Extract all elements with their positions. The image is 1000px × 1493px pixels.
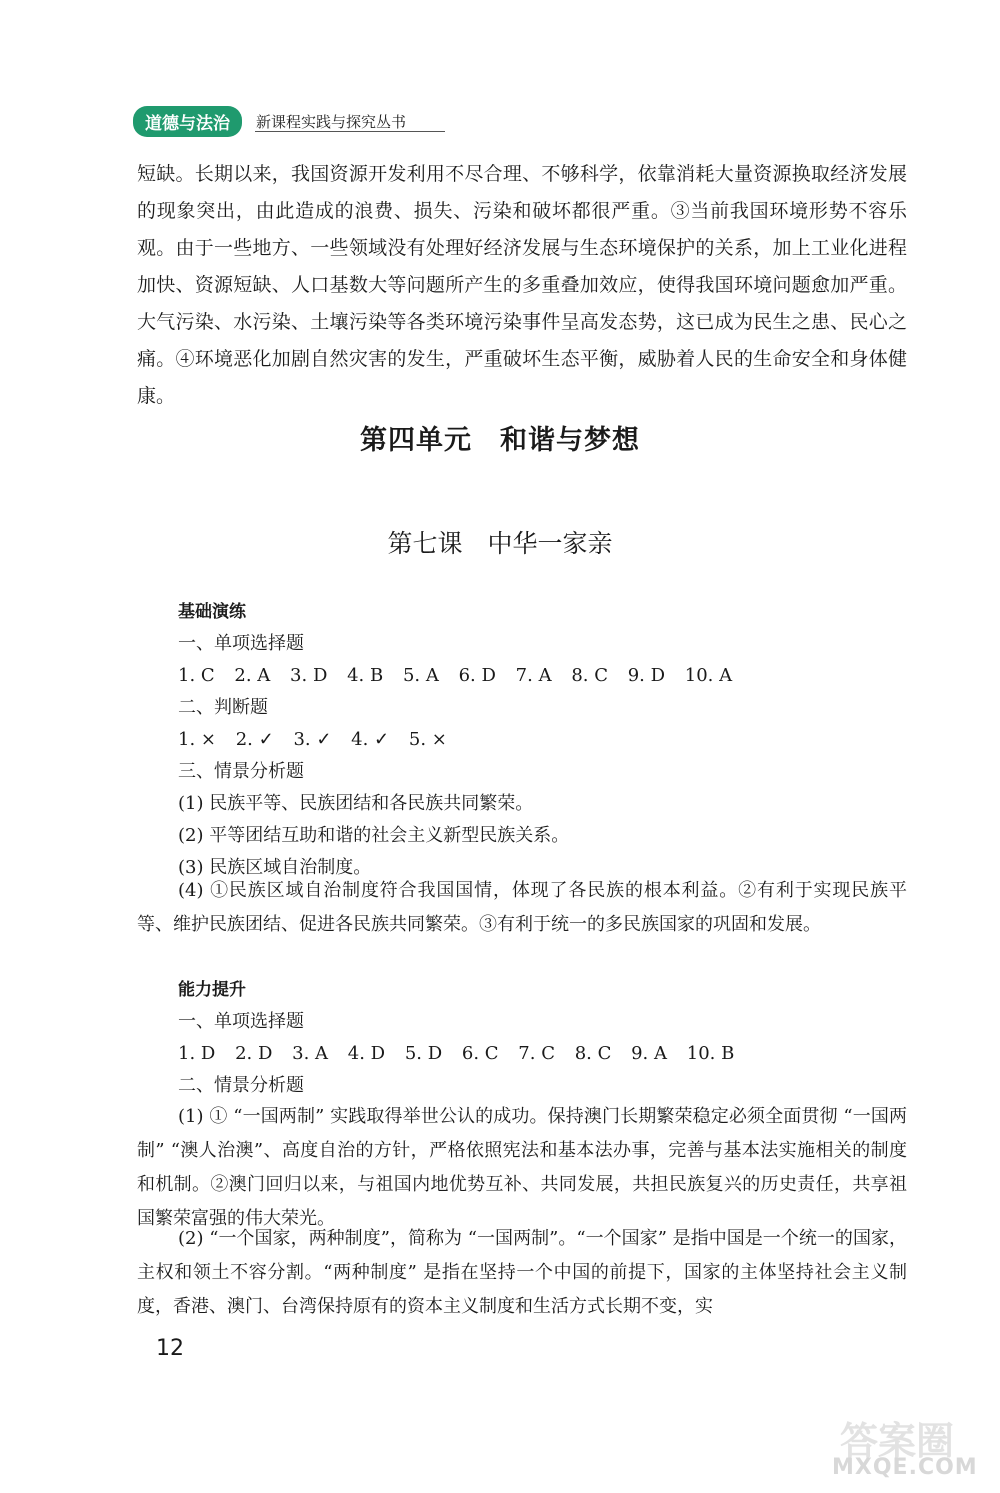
answer-item: 5. × — [408, 729, 447, 750]
intro-paragraph: 短缺。长期以来，我国资源开发利用不尽合理、不够科学，依靠消耗大量资源换取经济发展的现象突出，由此造成的浪费、损失、污染和破坏都很严重。③当前我国环境形势不容乐观。由于一些地方、一些领域没有处理好经济发展与生态环境保护的关系，加上工业化进程加快、资源短缺、人口基数大等问题所产生的多重叠加效应，使得我国环境问题愈加严重。大气污染、水污染、土壤污染等各类环境污染事件呈高发态势，这已成为民生之患、民心之痛。④环境恶化加剧自然灾害的发生，严重破坏生态平衡，威胁着人民的生命安全和身体健康。 — [137, 163, 907, 407]
answer-item: 5. D — [404, 1043, 443, 1064]
basic-section — [178, 596, 908, 884]
running-header — [133, 106, 406, 137]
answer-list-advanced-choice — [178, 1038, 908, 1070]
header-underline — [255, 131, 445, 132]
answer-paragraph: (2) “一个国家，两种制度”，简称为 “一国两制”。“一个国家” 是指中国是一个统一的国家，主权和领土不容分割。“两种制度” 是指在坚持一个中国的前提下，国家的主体坚持社会主义制度，香港、澳门、台湾保持原有的资本主义制度和生活方式长期不变，实 — [137, 1228, 907, 1317]
answer-item: 3. D — [290, 665, 328, 686]
unit-title: 第四单元 和谐与梦想 — [360, 425, 640, 456]
question-heading: 三、情景分析题 — [178, 761, 304, 782]
answer-item: 7. C — [518, 1043, 555, 1064]
answer-paragraph: (4) ①民族区域自治制度符合我国国情，体现了各民族的根本利益。②有利于实现民族平等、维护民族团结、促进各民族共同繁荣。③有利于统一的多民族国家的巩固和发展。 — [137, 880, 907, 935]
section-heading-basic: 基础演练 — [178, 602, 246, 622]
answer-item: 2. A — [234, 665, 271, 686]
answer-item: 4. B — [347, 665, 384, 686]
answer-item: 8. C — [574, 1043, 612, 1064]
answer-item: 10. A — [684, 665, 733, 686]
answer-item: 6. D — [458, 665, 496, 686]
answer-item: 5. A — [402, 665, 439, 686]
answer-paragraph: (1) ① “一国两制” 实践取得举世公认的成功。保持澳门长期繁荣稳定必须全面贯彻 “一国两制” “澳人治澳”、高度自治的方针，严格依照宪法和基本法办事，完善与基本法实施相关的制度和机制。②澳门回归以来，与祖国内地优势互补、共同发展，共担民族复兴的历史责任，共享祖国繁荣富强的伟大荣光。 — [137, 1106, 907, 1229]
lesson-title: 第七课 中华一家亲 — [387, 529, 613, 558]
answer-item: 7. A — [515, 665, 552, 686]
subject-badge: 道德与法治 — [133, 106, 242, 137]
series-title: 新课程实践与探究丛书 — [256, 113, 407, 131]
answer-item: 6. C — [461, 1043, 499, 1064]
answer-text: (1) 民族平等、民族团结和各民族共同繁荣。 — [178, 793, 534, 814]
advanced-section — [178, 974, 908, 1102]
answer-item: 8. C — [571, 665, 608, 686]
answer-item: 4. ✓ — [351, 729, 390, 750]
answer-item: 9. D — [627, 665, 666, 686]
answer-item: 1. × — [178, 729, 216, 750]
answer-item: 10. B — [686, 1043, 735, 1064]
question-heading: 一、单项选择题 — [178, 633, 304, 654]
watermark-logo: 答案圈 — [840, 1419, 955, 1463]
answer-item: 1. D — [178, 1043, 216, 1064]
answer-item: 9. A — [631, 1043, 668, 1064]
question-heading: 二、判断题 — [178, 697, 268, 718]
question-heading: 二、情景分析题 — [178, 1075, 304, 1096]
section-heading-advanced: 能力提升 — [178, 980, 246, 1000]
answer-item: 4. D — [347, 1043, 386, 1064]
answer-item: 2. ✓ — [235, 729, 274, 750]
answer-list-basic-choice — [178, 660, 908, 692]
answer-item: 3. ✓ — [293, 729, 332, 750]
answer-text: (3) 民族区域自治制度。 — [178, 857, 372, 878]
question-heading: 一、单项选择题 — [178, 1011, 304, 1032]
answer-item: 3. A — [292, 1043, 329, 1064]
page-number: 12 — [156, 1336, 184, 1361]
answer-list-basic-judge — [178, 724, 908, 756]
answer-item: 1. C — [178, 665, 215, 686]
answer-item: 2. D — [235, 1043, 273, 1064]
watermark-url: MXQE.COM — [832, 1455, 978, 1480]
answer-text: (2) 平等团结互助和谐的社会主义新型民族关系。 — [178, 825, 570, 846]
